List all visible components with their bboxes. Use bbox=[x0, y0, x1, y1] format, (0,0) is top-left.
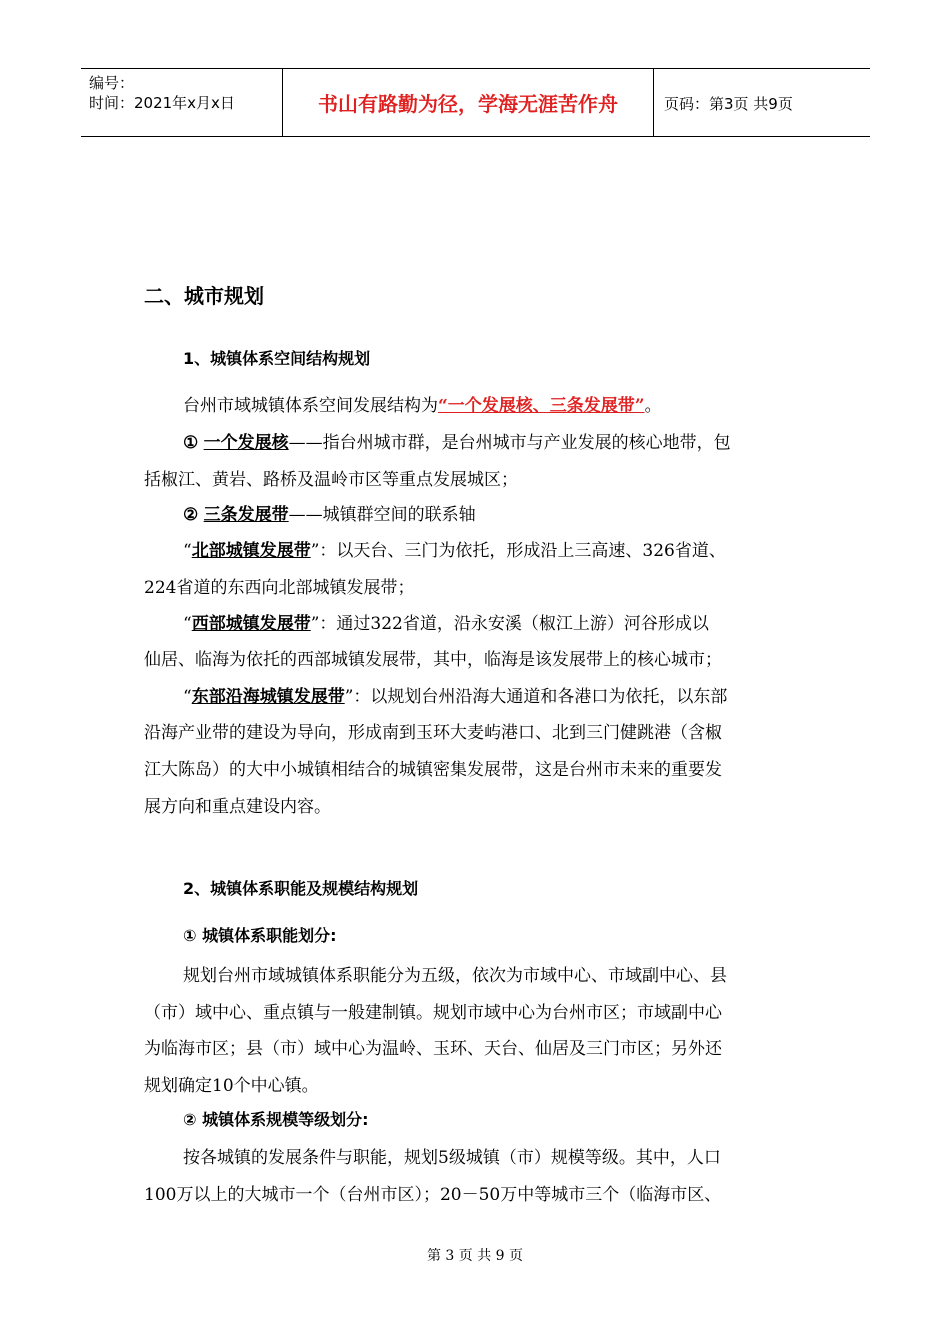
subsection-heading-1: 1、城镇体系空间结构规划 bbox=[183, 349, 371, 368]
belt-term: 东部沿海城镇发展带 bbox=[191, 687, 345, 707]
item-term: 三条发展带 bbox=[203, 505, 289, 525]
function-line3: 为临海市区；县（市）域中心为温岭、玉环、天台、仙居及三门市区；另外还 bbox=[144, 1039, 722, 1059]
page-footer: 第 3 页 共 9 页 bbox=[426, 1248, 524, 1264]
belt-east-line2: 沿海产业带的建设为导向，形成南到玉环大麦屿港口、北到三门健跳港（含椒 bbox=[144, 723, 722, 743]
intro-text: 台州市域城镇体系空间发展结构为 bbox=[183, 396, 438, 416]
subsection-heading-2: 2、城镇体系职能及规模结构规划 bbox=[183, 879, 419, 898]
function-line4: 规划确定10个中心镇。 bbox=[144, 1076, 319, 1096]
scale-heading: ② 城镇体系规模等级划分: bbox=[183, 1110, 369, 1129]
belt-east-line3: 江大陈岛）的大中小城镇相结合的城镇密集发展带，这是台州市未来的重要发 bbox=[144, 760, 722, 780]
paragraph-intro bbox=[183, 391, 853, 416]
quote-open: “ bbox=[183, 687, 192, 707]
belt-text: ”：通过322省道，沿永安溪（椒江上游）河谷形成以 bbox=[310, 614, 709, 634]
header-divider bbox=[653, 69, 654, 136]
function-line2: （市）域中心、重点镇与一般建制镇。规划市域中心为台州市区；市域副中心 bbox=[144, 1003, 722, 1023]
item-term: 一个发展核 bbox=[203, 433, 289, 453]
document-number-label: 编号： bbox=[89, 74, 135, 92]
belt-west bbox=[183, 609, 853, 634]
item-number: ② bbox=[183, 505, 199, 525]
item-core-line2: 括椒江、黄岩、路桥及温岭市区等重点发展城区； bbox=[144, 470, 518, 490]
belt-text: ”：以规划台州沿海大通道和各港口为依托，以东部 bbox=[344, 687, 728, 707]
quote-open: “ bbox=[183, 614, 192, 634]
header-motto: 书山有路勤为径，学海无涯苦作舟 bbox=[318, 92, 618, 116]
header-page-info: 页码：第3页 共9页 bbox=[664, 95, 793, 113]
belt-east bbox=[183, 682, 853, 707]
item-number: ① bbox=[183, 433, 199, 453]
item-belts bbox=[183, 500, 853, 525]
intro-highlight: “一个发展核、三条发展带” bbox=[438, 396, 645, 416]
belt-term: 西部城镇发展带 bbox=[191, 614, 311, 634]
belt-term: 北部城镇发展带 bbox=[191, 541, 311, 561]
scale-line2: 100万以上的大城市一个（台州市区）；20－50万中等城市三个（临海市区、 bbox=[144, 1185, 722, 1205]
belt-north-line2: 224省道的东西向北部城镇发展带； bbox=[144, 578, 415, 598]
belt-text: ”：以天台、三门为依托，形成沿上三高速、326省道、 bbox=[310, 541, 726, 561]
belt-east-line4: 展方向和重点建设内容。 bbox=[144, 797, 331, 817]
item-text: ——城镇群空间的联系轴 bbox=[288, 505, 476, 525]
function-line1: 规划台州市域城镇体系职能分为五级，依次为市域中心、市域副中心、县 bbox=[183, 966, 727, 986]
scale-line1: 按各城镇的发展条件与职能，规划5级城镇（市）规模等级。其中，人口 bbox=[183, 1148, 721, 1168]
intro-end: 。 bbox=[644, 396, 662, 416]
belt-west-line2: 仙居、临海为依托的西部城镇发展带，其中，临海是该发展带上的核心城市； bbox=[144, 650, 722, 670]
belt-north bbox=[183, 536, 853, 561]
function-heading: ① 城镇体系职能划分: bbox=[183, 926, 337, 945]
document-date-label: 时间：2021年x月x日 bbox=[89, 94, 235, 112]
item-core bbox=[183, 428, 853, 453]
quote-open: “ bbox=[183, 541, 192, 561]
header-meta bbox=[89, 73, 235, 113]
page-header bbox=[81, 68, 870, 137]
section-title: 二、城市规划 bbox=[144, 284, 264, 308]
item-text: ——指台州城市群，是台州城市与产业发展的核心地带，包 bbox=[288, 433, 731, 453]
